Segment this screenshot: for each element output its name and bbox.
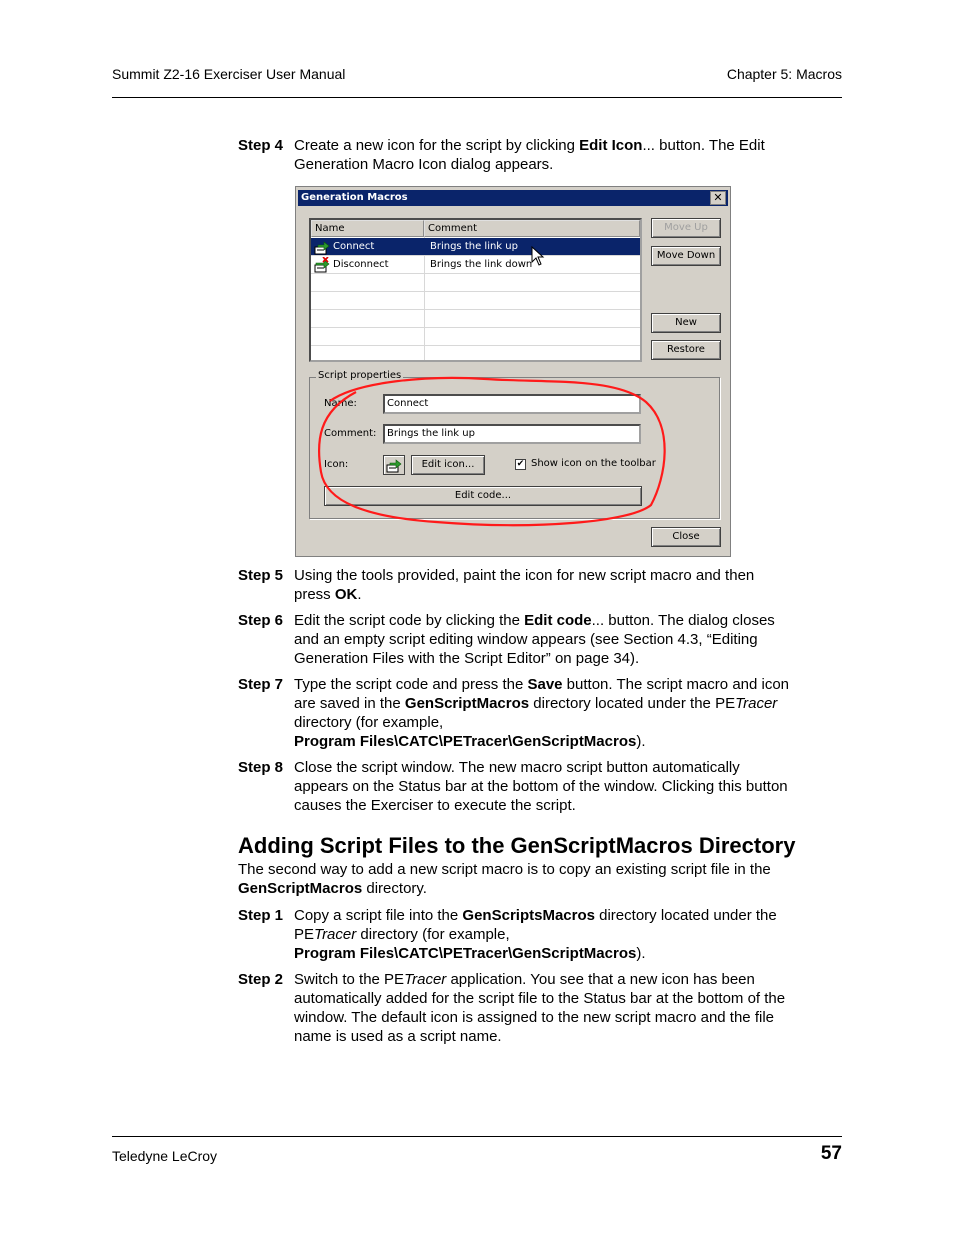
step-label: Step 2 [238,971,284,988]
name-input[interactable]: Connect [383,394,641,414]
move-up-button[interactable]: Move Up [651,218,721,238]
row-comment: Brings the link down [430,259,533,270]
disconnect-icon [314,257,330,273]
connect-icon [386,457,402,473]
connect-icon [314,239,330,255]
empty-row [311,328,640,346]
step-text: Create a new icon for the script by clicking Edit Icon... button. The Edit Generation Macro Icon dialog appears. [294,137,765,173]
header-manual-title: Summit Z2-16 Exerciser User Manual [112,66,346,82]
column-header-comment[interactable]: Comment [424,220,640,237]
step-text: Close the script window. The new macro script button automatically appears on the Status bar at the bottom of the window. Clicking this button causes the Exerciser to execute the script. [294,759,788,814]
group-title: Script properties [318,370,402,381]
edit-code-button[interactable]: Edit code... [324,486,642,506]
move-down-button[interactable]: Move Down [651,246,721,266]
dialog-title-bar [298,190,728,206]
section-intro: The second way to add a new script macro is to copy an existing script file in the GenScriptMacros directory. [238,861,771,897]
macro-list[interactable] [309,218,642,362]
row-name: Connect [333,241,375,252]
show-icon-label: Show icon on the toolbar [531,458,656,469]
step-text: Type the script code and press the Save button. The script macro and icon are saved in the GenScriptMacros directory located under the PETracer directory (for example, Program Files\CATC\PETracer\GenScriptMacros). [294,676,790,750]
table-row[interactable] [311,238,640,256]
step-text: Edit the script code by clicking the Edit code... button. The dialog closes and an empty script editing window appears (see Section 4.3, “Editing Generation Files with the Script Editor” on page 34). [294,612,775,667]
footer-company: Teledyne LeCroy [112,1148,218,1164]
comment-input[interactable]: Brings the link up [383,424,641,444]
step-label: Step 4 [238,137,284,154]
step-label: Step 1 [238,907,284,924]
step-label: Step 6 [238,612,284,629]
step-label: Step 7 [238,676,284,693]
mouse-cursor-icon [531,246,545,268]
script-properties-group [309,370,720,519]
icon-label: Icon: [324,459,349,470]
row-name: Disconnect [333,259,389,270]
page-number: 57 [820,1143,842,1164]
dialog-title: Generation Macros [301,192,408,203]
step-text: Copy a script file into the GenScriptsMacros directory located under the PETracer directory (for example, Program Files\CATC\PETracer\GenScriptMacros). [294,907,777,962]
edit-icon-button[interactable]: Edit icon... [411,455,485,475]
new-button[interactable]: New [651,313,721,333]
column-header-name[interactable]: Name [311,220,424,237]
footer-rule [112,1136,842,1137]
show-icon-checkbox[interactable]: ✔ [516,459,525,469]
icon-preview [383,455,405,475]
section-heading: Adding Script Files to the GenScriptMacros Directory [238,833,796,858]
comment-label: Comment: [324,428,377,439]
step-text: Using the tools provided, paint the icon for new script macro and then press OK. [294,567,755,603]
empty-row [311,346,640,364]
empty-row [311,274,640,292]
name-label: Name: [324,398,357,409]
row-comment: Brings the link up [430,241,518,252]
generation-macros-dialog [295,186,731,557]
empty-row [311,292,640,310]
step-label: Step 5 [238,567,284,584]
header-rule [112,97,842,98]
close-button[interactable]: Close [651,527,721,547]
step-text: Switch to the PETracer application. You see that a new icon has been automatically added for the script file to the Status bar at the bottom of the window. The default icon is assigned to the new script macro and the file name is used as a script name. [294,971,786,1045]
step-label: Step 8 [238,759,284,776]
empty-row [311,310,640,328]
table-row[interactable] [311,256,640,274]
restore-button[interactable]: Restore [651,340,721,360]
close-icon[interactable]: ✕ [710,191,726,205]
header-chapter: Chapter 5: Macros [726,66,842,82]
